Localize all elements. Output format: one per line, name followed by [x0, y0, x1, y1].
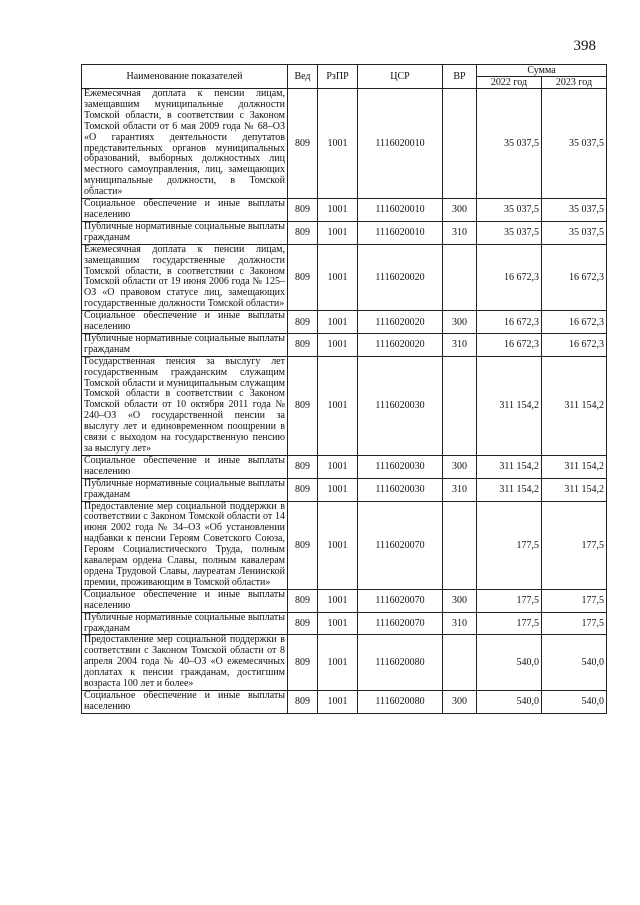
cell-name: Ежемесячная доплата к пенсии лицам, замещавшим государственные должности Томской области, в соответствии с Законом Томской области от 19 июня 2006 года № 125–ОЗ «О правовом статусе лиц, замещающих государственные должности Томской области»: [82, 244, 288, 310]
cell-csr: 1116020030: [358, 356, 443, 455]
cell-amount-2023: 177,5: [542, 501, 607, 589]
table-row: [82, 89, 607, 199]
cell-ved: 809: [288, 221, 318, 244]
cell-rzpr: 1001: [318, 333, 358, 356]
cell-ved: 809: [288, 455, 318, 478]
cell-csr: 1116020030: [358, 478, 443, 501]
cell-csr: 1116020020: [358, 311, 443, 334]
cell-rzpr: 1001: [318, 89, 358, 199]
cell-name: Публичные нормативные социальные выплаты гражданам: [82, 478, 288, 501]
cell-rzpr: 1001: [318, 356, 358, 455]
cell-name: Социальное обеспечение и иные выплаты населению: [82, 311, 288, 334]
header-ved: Вед: [288, 65, 318, 89]
cell-amount-2023: 35 037,5: [542, 89, 607, 199]
cell-amount-2023: 540,0: [542, 635, 607, 691]
cell-rzpr: 1001: [318, 612, 358, 635]
table-row: [82, 455, 607, 478]
cell-amount-2022: 540,0: [477, 635, 542, 691]
cell-csr: 1116020020: [358, 244, 443, 310]
cell-rzpr: 1001: [318, 221, 358, 244]
header-vr: ВР: [443, 65, 477, 89]
cell-rzpr: 1001: [318, 690, 358, 713]
cell-csr: 1116020070: [358, 589, 443, 612]
cell-amount-2022: 35 037,5: [477, 221, 542, 244]
table-row: [82, 333, 607, 356]
cell-name: Социальное обеспечение и иные выплаты населению: [82, 455, 288, 478]
cell-amount-2023: 311 154,2: [542, 356, 607, 455]
cell-amount-2022: 177,5: [477, 589, 542, 612]
table-row: [82, 199, 607, 222]
cell-amount-2023: 177,5: [542, 589, 607, 612]
cell-ved: 809: [288, 501, 318, 589]
cell-ved: 809: [288, 612, 318, 635]
cell-ved: 809: [288, 356, 318, 455]
cell-csr: 1116020080: [358, 635, 443, 691]
cell-amount-2023: 16 672,3: [542, 333, 607, 356]
header-name: Наименование показателей: [82, 65, 288, 89]
table-body: [82, 89, 607, 714]
table-row: [82, 221, 607, 244]
cell-ved: 809: [288, 199, 318, 222]
cell-csr: 1116020020: [358, 333, 443, 356]
cell-amount-2022: 35 037,5: [477, 199, 542, 222]
table-row: [82, 244, 607, 310]
cell-vr: [443, 356, 477, 455]
cell-ved: 809: [288, 690, 318, 713]
cell-vr: 300: [443, 690, 477, 713]
table-row: [82, 311, 607, 334]
cell-vr: 300: [443, 199, 477, 222]
cell-vr: [443, 244, 477, 310]
cell-rzpr: 1001: [318, 501, 358, 589]
cell-name: Ежемесячная доплата к пенсии лицам, замещавшим муниципальные должности Томской области, в соответствии с Законом Томской области от 6 мая 2009 года № 68–ОЗ «О гарантиях деятельности депутатов представительных органов муниципальных образований, выборных должностных лиц местного самоуправления, лиц, замещающих муниципальные должности, в Томской области»: [82, 89, 288, 199]
table-row: [82, 612, 607, 635]
cell-ved: 809: [288, 635, 318, 691]
cell-amount-2023: 177,5: [542, 612, 607, 635]
cell-amount-2022: 311 154,2: [477, 455, 542, 478]
cell-vr: 310: [443, 221, 477, 244]
header-summa: Сумма: [477, 65, 607, 77]
cell-name: Социальное обеспечение и иные выплаты населению: [82, 589, 288, 612]
table-row: [82, 589, 607, 612]
cell-amount-2022: 311 154,2: [477, 356, 542, 455]
cell-ved: 809: [288, 333, 318, 356]
cell-amount-2023: 35 037,5: [542, 199, 607, 222]
cell-csr: 1116020070: [358, 612, 443, 635]
cell-name: Публичные нормативные социальные выплаты гражданам: [82, 333, 288, 356]
table-row: [82, 356, 607, 455]
cell-csr: 1116020010: [358, 89, 443, 199]
header-rzpr: РзПР: [318, 65, 358, 89]
cell-name: Социальное обеспечение и иные выплаты населению: [82, 690, 288, 713]
cell-ved: 809: [288, 589, 318, 612]
cell-amount-2023: 311 154,2: [542, 455, 607, 478]
cell-csr: 1116020010: [358, 199, 443, 222]
cell-name: Предоставление мер социальной поддержки в соответствии с Законом Томской области от 14 июня 2002 года № 34–ОЗ «Об установлении надбавки к пенсии Героям Советского Союза, Героям Социалистического Труда, полным кавалерам ордена Славы, полным кавалерам ордена Трудовой Славы, лауреатам Ленинской премии, проживающим в Томской области»: [82, 501, 288, 589]
cell-vr: 310: [443, 612, 477, 635]
cell-csr: 1116020080: [358, 690, 443, 713]
cell-amount-2022: 177,5: [477, 501, 542, 589]
cell-name: Публичные нормативные социальные выплаты гражданам: [82, 221, 288, 244]
cell-amount-2022: 177,5: [477, 612, 542, 635]
cell-vr: 310: [443, 478, 477, 501]
cell-ved: 809: [288, 244, 318, 310]
cell-vr: [443, 635, 477, 691]
cell-name: Предоставление мер социальной поддержки в соответствии с Законом Томской области от 8 апреля 2004 года № 40–ОЗ «О ежемесячных доплатах к пенсии гражданам, достигшим возраста 100 лет и более»: [82, 635, 288, 691]
cell-rzpr: 1001: [318, 199, 358, 222]
cell-amount-2023: 16 672,3: [542, 311, 607, 334]
cell-amount-2022: 16 672,3: [477, 311, 542, 334]
cell-vr: 300: [443, 455, 477, 478]
cell-rzpr: 1001: [318, 244, 358, 310]
cell-amount-2022: 16 672,3: [477, 333, 542, 356]
cell-vr: [443, 89, 477, 199]
cell-rzpr: 1001: [318, 455, 358, 478]
table-row: [82, 501, 607, 589]
cell-vr: 310: [443, 333, 477, 356]
cell-rzpr: 1001: [318, 311, 358, 334]
cell-vr: 300: [443, 311, 477, 334]
header-csr: ЦСР: [358, 65, 443, 89]
header-year-2022: 2022 год: [477, 77, 542, 89]
cell-vr: [443, 501, 477, 589]
cell-rzpr: 1001: [318, 635, 358, 691]
cell-ved: 809: [288, 311, 318, 334]
cell-vr: 300: [443, 589, 477, 612]
budget-table: [81, 64, 607, 714]
cell-amount-2022: 311 154,2: [477, 478, 542, 501]
table-row: [82, 478, 607, 501]
page-number: 398: [573, 38, 596, 54]
cell-csr: 1116020030: [358, 455, 443, 478]
cell-rzpr: 1001: [318, 478, 358, 501]
cell-ved: 809: [288, 478, 318, 501]
header-row: [82, 65, 607, 77]
header-year-2023: 2023 год: [542, 77, 607, 89]
cell-name: Государственная пенсия за выслугу лет государственным гражданским служащим Томской области и муниципальным служащим Томской области в соответствии с Законом Томской области от 10 октября 2011 года № 240–ОЗ «О государственной пенсии за выслугу лет и единовременном поощрении в связи с выходом на государственную пенсию за выслугу лет»: [82, 356, 288, 455]
cell-ved: 809: [288, 89, 318, 199]
cell-amount-2022: 35 037,5: [477, 89, 542, 199]
table-row: [82, 635, 607, 691]
cell-name: Публичные нормативные социальные выплаты гражданам: [82, 612, 288, 635]
cell-csr: 1116020070: [358, 501, 443, 589]
cell-name: Социальное обеспечение и иные выплаты населению: [82, 199, 288, 222]
cell-amount-2023: 540,0: [542, 690, 607, 713]
cell-amount-2022: 540,0: [477, 690, 542, 713]
cell-amount-2023: 311 154,2: [542, 478, 607, 501]
cell-amount-2023: 35 037,5: [542, 221, 607, 244]
cell-amount-2023: 16 672,3: [542, 244, 607, 310]
cell-amount-2022: 16 672,3: [477, 244, 542, 310]
table-row: [82, 690, 607, 713]
cell-rzpr: 1001: [318, 589, 358, 612]
cell-csr: 1116020010: [358, 221, 443, 244]
